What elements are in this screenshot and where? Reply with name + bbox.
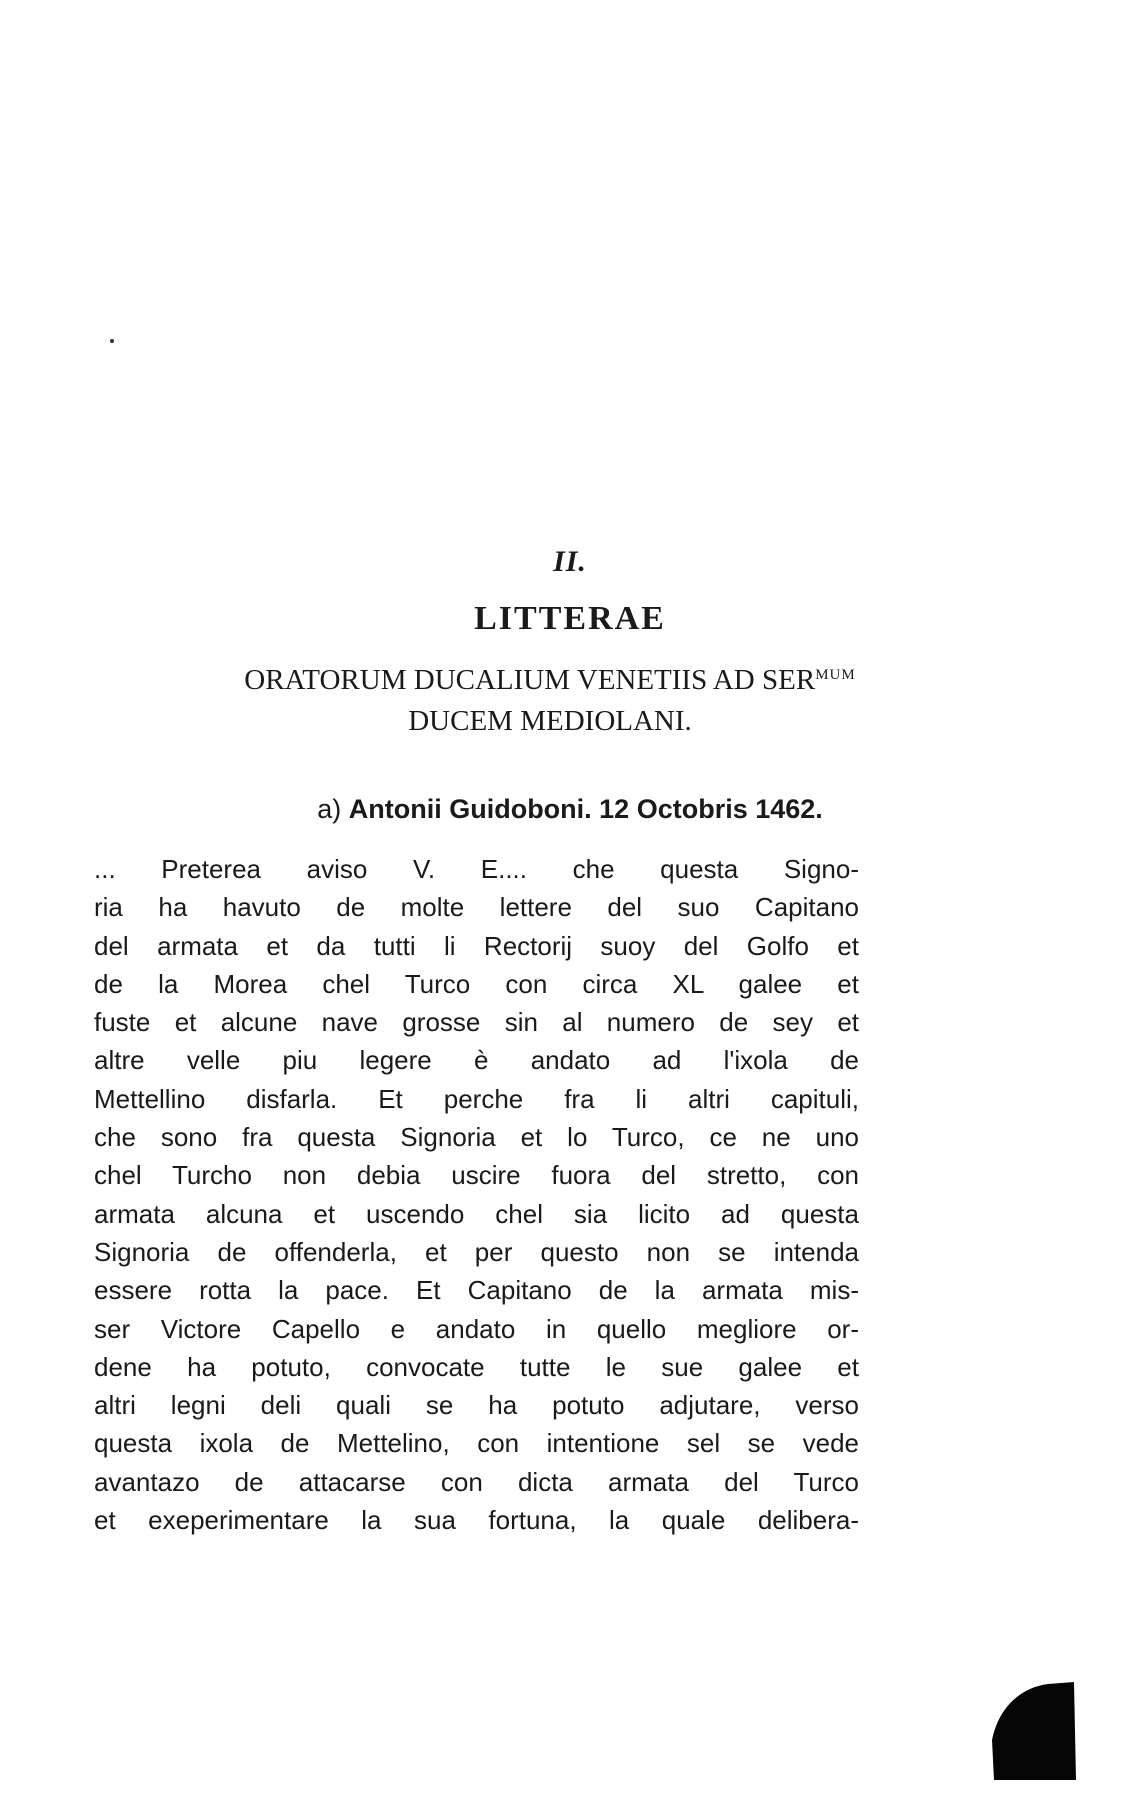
subtitle-superscript: MUM	[815, 667, 856, 683]
body-line: altri legni deli quali se ha potuto adjutare, verso	[94, 1390, 859, 1421]
body-text	[94, 850, 859, 1539]
body-line: et exeperimentare la sua fortuna, la quale delibera-	[94, 1505, 859, 1536]
chapter-number: II.	[553, 545, 587, 578]
chapter-subtitle	[100, 655, 1000, 742]
body-line: de la Morea chel Turco con circa XL galee et	[94, 968, 859, 999]
body-line: altre velle piu legere è andato ad l'ixola de	[94, 1045, 859, 1076]
body-line: Signoria de offenderla, et per questo non se intenda	[94, 1236, 859, 1267]
body-line: del armata et da tutti li Rectorij suoy del Golfo et	[94, 930, 859, 961]
body-line: fuste et alcune nave grosse sin al numero de sey et	[94, 1007, 859, 1038]
subtitle-line-1: ORATORUM DUCALIUM VENETIIS AD SER	[244, 664, 816, 696]
body-line: armata alcuna et uscendo chel sia licito ad questa	[94, 1198, 859, 1229]
section-heading	[0, 794, 1140, 825]
body-line: chel Turcho non debia uscire fuora del stretto, con	[94, 1160, 859, 1191]
body-line: che sono fra questa Signoria et lo Turco, ce ne uno	[94, 1122, 859, 1153]
body-line: questa ixola de Mettelino, con intentione sel se vede	[94, 1428, 859, 1459]
body-line: ... Preterea aviso V. E.... che questa Signo-	[94, 854, 859, 884]
body-line: essere rotta la pace. Et Capitano de la armata mis-	[94, 1275, 859, 1306]
page-corner-mark	[988, 1680, 1076, 1780]
body-line: Mettellino disfarla. Et perche fra li altri capituli,	[94, 1083, 859, 1114]
subtitle-line-2: DUCEM MEDIOLANI.	[408, 705, 692, 737]
body-line: ria ha havuto de molte lettere del suo Capitano	[94, 892, 859, 923]
section-label: a)	[317, 794, 342, 824]
body-line: avantazo de attacarse con dicta armata del Turco	[94, 1466, 859, 1497]
body-line: dene ha potuto, convocate tutte le sue galee et	[94, 1351, 859, 1382]
stray-mark	[110, 339, 114, 343]
chapter-heading: LITTERAE	[474, 600, 666, 637]
section-title: Antonii Guidoboni. 12 Octobris 1462.	[348, 794, 823, 824]
body-line: ser Victore Capello e andato in quello megliore or-	[94, 1313, 859, 1344]
